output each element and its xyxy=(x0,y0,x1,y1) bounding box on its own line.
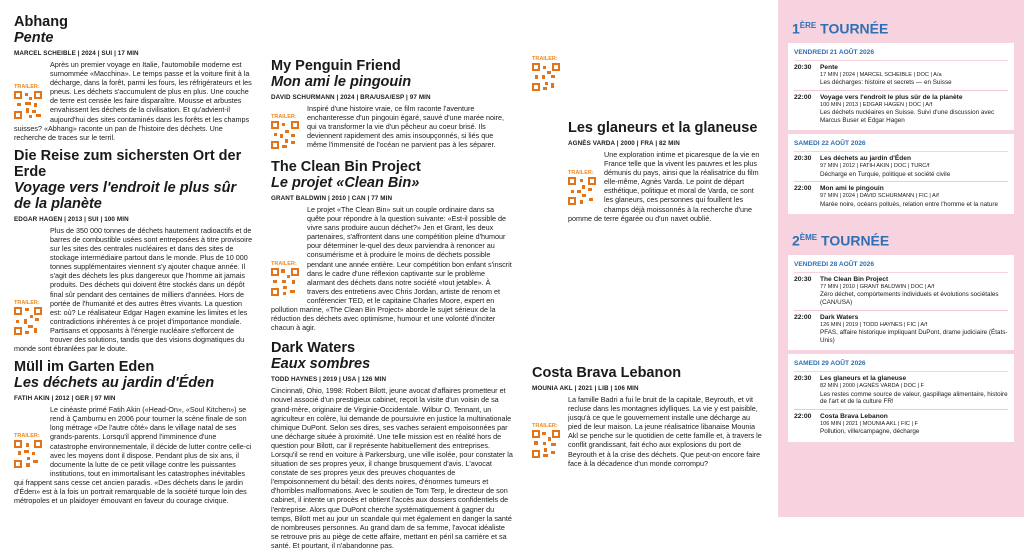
slot-description: Les déchets nucléaires en Suisse. Suivi d'une discussion avec Marcus Buser et Edgar Hagen xyxy=(820,109,995,124)
slot-description: Marée noire, océans pollués, relation entre l'homme et la nature xyxy=(820,200,998,208)
film-description: TRAILER: Une exploration intime et picaresque de la vie en France telle que la vivent les pauvres et les plus démunis du pays, ainsi que la réalisatrice du film elle-même, Agnès Varda. Le point de départ esthétique, politique et moral de Varda, ce sont les glaneurs, ces personnes qui fouillent les champs déjà moissonnés à la recherche d'une pomme de terre égarée ou d'un navet oublié. xyxy=(568,150,760,223)
slot-info xyxy=(820,314,1008,345)
slot-time: 20:30 xyxy=(794,63,812,71)
schedule-slot xyxy=(794,61,1008,91)
day-date: SAMEDI 22 AOÛT 2026 xyxy=(794,137,1008,152)
slot-info xyxy=(820,64,1008,87)
trailer-block[interactable] xyxy=(271,114,301,149)
schedule-slot xyxy=(794,152,1008,182)
film-meta: TODD HAYNES | 2019 | USA | 126 MIN xyxy=(271,376,387,384)
schedule-day xyxy=(788,43,1014,131)
slot-title: Costa Brava Lebanon xyxy=(820,412,888,420)
slot-title: Les déchets au jardin d'Éden xyxy=(820,155,911,163)
slot-title: Mon ami le pingouin xyxy=(820,185,884,193)
film-title: The Clean Bin Project xyxy=(271,159,421,175)
film-cleanbin xyxy=(271,159,513,332)
film-description: TRAILER: Inspiré d'une histoire vraie, ce film raconte l'aventure enchanteresse d'un pingouin égaré, sauvé d'une marée noire, qui va transformer la vie d'un pêcheur au coeur brisé. Ils deviennent rapidement des amis insoupçonnés, si liés que même l'immensité de l'océan ne parvient pas à les séparer. xyxy=(271,104,504,150)
film-title: Costa Brava Lebanon xyxy=(532,365,682,381)
slot-info xyxy=(820,185,1008,208)
slot-info xyxy=(820,413,1008,436)
trailer-block[interactable] xyxy=(271,261,301,296)
slot-info xyxy=(820,155,1008,178)
slot-time: 20:30 xyxy=(794,375,812,383)
slot-info xyxy=(820,276,1008,307)
film-meta: EDGAR HAGEN | 2013 | SUI | 100 MIN xyxy=(14,215,129,223)
slot-time: 22:00 xyxy=(794,313,812,321)
film-title: Abhang xyxy=(14,14,68,30)
slot-time: 22:00 xyxy=(794,185,812,193)
trailer-label: TRAILER: xyxy=(14,84,40,90)
film-meta: FATIH AKIN | 2012 | GER | 97 MIN xyxy=(14,395,116,403)
film-subtitle: Voyage vers l'endroit le plus sûr de la planète xyxy=(14,179,237,212)
trailer-label: TRAILER: xyxy=(532,423,558,429)
film-mull xyxy=(14,359,254,505)
film-description: TRAILER: Après un premier voyage en Italie, l'automobile moderne est surnommée «Macchina». Le temps passe et la voiture finit à la décharge, dans la forêt, parmi les fours, les réfrigérateurs et les pneus. Les déchets s'accumulent de plus en plus. Une couche de terre est censée les faire disparaître. Mousse et arbustes envahissent les déchets de la civilisation. Et qu'advient-il aujourd'hui des sites contaminés dans les forêts et les champs suisses? «Abhang» raconte un pan de l'histoire des déchets. Une recherche de traces sur le terril. xyxy=(14,60,252,142)
film-glaneurs xyxy=(532,120,764,355)
schedule-slot xyxy=(794,410,1008,439)
tour-number: 1 xyxy=(792,20,800,37)
slot-meta: 97 MIN | 2024 | DAVID SCHURMANN | FIC | A/f xyxy=(820,193,939,200)
slot-title: Pente xyxy=(820,63,838,71)
slot-title: Dark Waters xyxy=(820,313,859,321)
slot-description: Décharge en Turquie, politique et société civile xyxy=(820,170,951,178)
column-3 xyxy=(532,0,764,517)
slot-time: 20:30 xyxy=(794,275,812,283)
film-darkwaters xyxy=(271,340,513,550)
tour-title xyxy=(778,18,1024,37)
tour-title xyxy=(778,230,1024,249)
film-description: Cincinnati, Ohio, 1998: Robert Bilott, jeune avocat d'affaires prometteur et nouvel associé d'un prestigieux cabinet, reçoit la visite d'un voisin de sa grand-mère, originaire de Virginie-Occidentale. Wilbur O. Tennant, un agriculteur en colère, lui demande de poursuivre en justice la multinationale chimique DuPont. Selon ses dires, ses vaches seraient empoisonnées par une décharge située à proximité. Une telle mission est en réalité hors de question pour Bilott, car il représente habituellement des entreprises. Lorsqu'il se rend en voiture à Parkersburg, une ville isolée, pour constater la situation de ses propres yeux, il change brusquement d'avis. L'avocat constate de ses propres yeux des preuves choquantes de l'empoisonnement du bétail: des dents noires, d'énormes tumeurs et d'horribles malformations. Avec le soutien de Tom Terp, le directeur de son cabinet, il intente un procès et obtient l'accès aux dossiers confidentiels de l'entreprise. Alors que DuPont cherche systématiquement à gagner du temps, Bilott met au jour un scandale qui met également en danger la santé de nombreuses personnes. Au grand dam de sa femme, l'avocat idéaliste se retrouve pris au piège de cette affaire, mettant en péril sa carrière et sa santé. Et pourtant, il n'abandonne pas. xyxy=(271,386,513,550)
schedule-day xyxy=(788,354,1014,442)
qr-code-icon[interactable] xyxy=(271,268,299,296)
slot-description: Pollution, ville/campagne, décharge xyxy=(820,428,920,436)
film-meta: MOUNIA AKL | 2021 | LIB | 106 MIN xyxy=(532,385,639,392)
qr-code-icon[interactable] xyxy=(14,91,42,119)
day-date: VENDREDI 21 AOÛT 2026 xyxy=(794,46,1008,61)
slot-meta: 100 MIN | 2013 | EDGAR HAGEN | DOC | A/f xyxy=(820,101,933,108)
qr-code-icon[interactable] xyxy=(568,177,596,205)
film-description: TRAILER: La famille Badri a fui le bruit de la capitale, Beyrouth, et vit recluse dans les montagnes idylliques. La vie y est paisible, jusqu'à ce que le gouvernement installe une décharge au pied de leur maison. La jeune réalisatrice libanaise Mounia Akl se penche sur le quotidien de cette famille et, à travers le conflit grandissant, fait écho aux explosions du port de Beyrouth et à la crise des déchets. Que peut-on encore faire face à la décadence d'un monde corrompu? xyxy=(532,395,762,468)
film-description: TRAILER: Plus de 350 000 tonnes de déchets hautement radioactifs et de barres de combustible usées sont entreposées à titre provisoire sur les sites des centrales nucléaires et dans des sites de stockage intermédiaire partout dans le monde. Plus de 10 000 tonnes supplémentaires viennent s'y ajouter chaque année. Il s'agit des déchets les plus dangereux que l'homme ait jamais produits. Des déchets qui doivent être stockés dans un dépôt final sûr pendant des centaines de milliers d'années. Hors de portée de l'humanité et des autres êtres vivants. La question est: où? Le réalisateur Edgar Hagen examine les limites et les contradictions inhérentes à ce projet d'importance mondiale. Partisans et opposants à l'énergie nucléaire s'efforcent de trouver des solutions, tandis que des visions dogmatiques du monde sont ébranlées par le doute. xyxy=(14,225,253,354)
day-date: VENDREDI 28 AOÛT 2026 xyxy=(794,258,1008,273)
trailer-block[interactable] xyxy=(532,423,562,458)
tour-label: TOURNÉE xyxy=(820,20,889,37)
column-2 xyxy=(271,0,513,550)
slot-time: 22:00 xyxy=(794,412,812,420)
trailer-block[interactable] xyxy=(532,56,562,91)
qr-code-icon[interactable] xyxy=(532,63,560,91)
trailer-label: TRAILER: xyxy=(568,170,594,176)
slot-meta: 77 MIN | 2010 | GRANT BALDWIN | DOC | A/f xyxy=(820,283,935,290)
slot-time: 20:30 xyxy=(794,155,812,163)
trailer-block[interactable] xyxy=(14,84,44,119)
slot-time: 22:00 xyxy=(794,93,812,101)
slot-meta: 17 MIN | 2024 | MARCEL SCHEIBLE | DOC | A/a xyxy=(820,71,942,78)
trailer-label: TRAILER: xyxy=(271,261,297,267)
tour-superscript: ÈRE xyxy=(799,21,817,30)
film-subtitle: Eaux sombres xyxy=(271,356,371,373)
film-reise xyxy=(14,148,254,353)
film-subtitle: Le projet «Clean Bin» xyxy=(271,175,420,191)
slot-info xyxy=(820,375,1008,406)
tour-superscript: ÈME xyxy=(799,233,818,243)
slot-meta: 82 MIN | 2000 | AGNÈS VARDA | DOC | F xyxy=(820,383,924,390)
film-subtitle: Mon ami le pingouin xyxy=(271,74,412,90)
trailer-block[interactable] xyxy=(568,170,598,205)
schedule-slot xyxy=(794,273,1008,311)
film-title: Les glaneurs et la glaneuse xyxy=(568,120,758,136)
slot-title: Voyage vers l'endroit le plus sûr de la planète xyxy=(820,93,963,101)
film-penguin xyxy=(271,58,513,151)
tour-label: TOURNÉE xyxy=(821,232,890,249)
film-meta: DAVID SCHURMANN | 2024 | BRA/USA/ESP | 97 MIN xyxy=(271,94,431,101)
qr-code-icon[interactable] xyxy=(14,307,42,335)
slot-description: PFAS, affaire historique impliquant DuPont, drame judiciaire (États-Unis) xyxy=(820,328,1008,344)
slot-description: Les restes comme source de valeur, gaspillage alimentaire, histoire de l'art et de la culture FR! xyxy=(820,390,1008,406)
film-abhang xyxy=(14,14,254,142)
film-meta: GRANT BALDWIN | 2010 | CAN | 77 MIN xyxy=(271,195,393,202)
trailer-block[interactable] xyxy=(14,300,44,335)
schedule-panel xyxy=(778,0,1024,517)
schedule-slot xyxy=(794,91,1008,128)
qr-code-icon[interactable] xyxy=(532,430,560,458)
film-costabrava xyxy=(532,365,764,468)
trailer-block[interactable] xyxy=(14,433,44,468)
schedule-slot xyxy=(794,311,1008,348)
darkwaters-continued xyxy=(532,0,764,108)
film-title: Müll im Garten Eden xyxy=(14,359,155,376)
qr-code-icon[interactable] xyxy=(271,121,299,149)
tour-number: 2 xyxy=(792,232,800,249)
slot-title: The Clean Bin Project xyxy=(820,275,889,283)
schedule-slot xyxy=(794,372,1008,410)
schedule-slot xyxy=(794,182,1008,211)
qr-code-icon[interactable] xyxy=(14,440,42,468)
trailer-label: TRAILER: xyxy=(14,433,40,440)
slot-description: Zéro déchet, comportements individuels et évolutions sociétales (CAN/USA) xyxy=(820,291,999,306)
slot-description: Les décharges: histoire et secrets — en Suisse xyxy=(820,79,952,87)
film-meta: AGNÈS VARDA | 2000 | FRA | 82 MIN xyxy=(568,140,680,147)
slot-meta: 97 MIN | 2012 | FATIH AKIN | DOC | TURC/f xyxy=(820,163,930,170)
schedule-day xyxy=(788,255,1014,350)
slot-title: Les glaneurs et la glaneuse xyxy=(820,375,907,383)
film-subtitle: Les déchets au jardin d'Éden xyxy=(14,375,215,392)
film-description: TRAILER: Le projet «The Clean Bin» suit un couple ordinaire dans sa quête pour répondre à la question suivante: «Est-il possible de vivre sans produire aucun déchet?» Jen et Grant, les deux partenaires, s'affrontent dans une compétition pleine d'humour pour déterminer le-quel des deux parviendra à renoncer au consumérisme et à produire le moins de déchets possible pendant une année entière. Leur compétition bon enfant s'inscrit dans le cadre d'une réflexion captivante sur le problème alarmant des déchets dans notre société «tout jetable». À travers des entretiens avec Chris Jordan, artiste de renom et conférencier TED, et le capitaine Charles Moore, expert en pollution marine, «The Clean Bin Project» aborde le sujet sérieux de la réduction des déchets avec optimisme, humour et une volonté d'inciter chacun à agir. xyxy=(271,205,512,333)
film-title: My Penguin Friend xyxy=(271,58,401,74)
trailer-label: TRAILER: xyxy=(271,114,297,120)
trailer-label: TRAILER: xyxy=(14,299,40,306)
trailer-label: TRAILER: xyxy=(532,56,558,62)
film-title: Dark Waters xyxy=(271,340,356,357)
film-subtitle: Pente xyxy=(14,30,54,46)
slot-meta: 126 MIN | 2019 | TODD HAYNES | FIC | A/f xyxy=(820,321,928,328)
slot-info xyxy=(820,94,1008,125)
tours-container xyxy=(778,18,1024,442)
film-title: Die Reise zum sichersten Ort der Erde xyxy=(14,147,242,180)
film-meta: MARCEL SCHEIBLE | 2024 | SUI | 17 MIN xyxy=(14,50,139,57)
column-1 xyxy=(14,0,254,517)
day-date: SAMEDI 29 AOÛT 2026 xyxy=(794,357,1008,372)
schedule-day xyxy=(788,134,1014,214)
slot-meta: 106 MIN | 2021 | MOUNIA AKL | FIC | F xyxy=(820,420,918,427)
film-description: TRAILER: Le cinéaste primé Fatih Akin («Head-On», «Soul Kitchen») se rend à Çamburnu en 2006 pour tourner la scène finale de son long métrage «De l'autre côté» dans le village natal de ses grands-parents. Lorsqu'il apprend l'imminence d'une catastrophe environnementale, il décide de lutter contre celle-ci avec les moyens dont il dispose. Pendant plus de six ans, il documente la lutte de ce petit village contre les puissantes institutions, tout en immortalisant les catastrophes inévitables qui frappent sans cesse cet ancien paradis. «Des déchets dans le jardin d'Éden» est à la fois un portrait remarquable de la société turque loin des métropoles et un plaidoyer émouvant en faveur du courage civique. xyxy=(14,405,252,506)
